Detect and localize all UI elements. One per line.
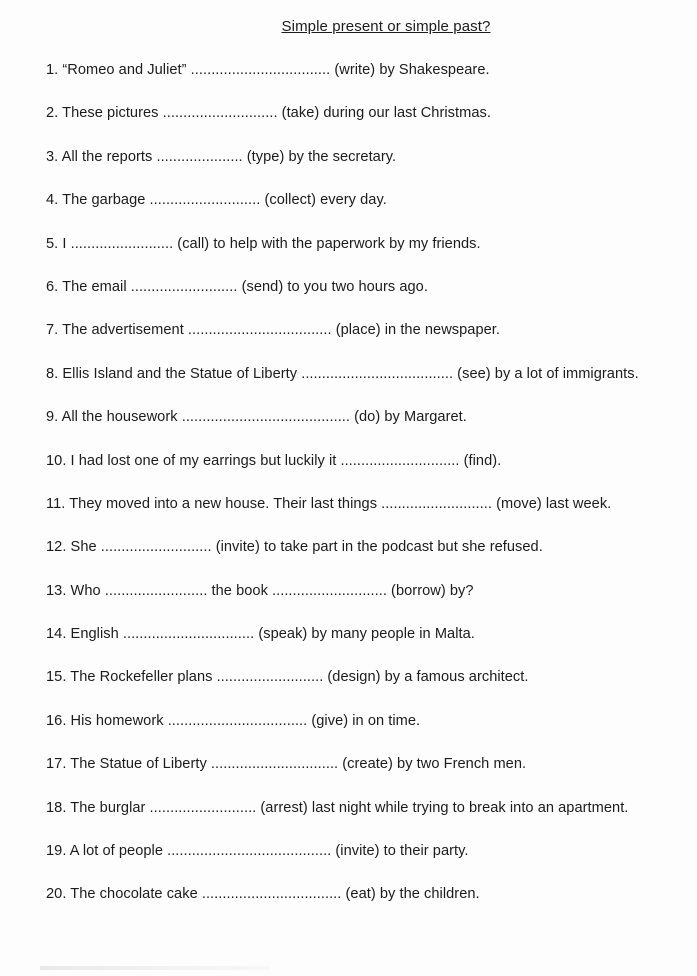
exercise-item-3: 3. All the reports ..................... (type) by the secretary.: [46, 148, 397, 165]
exercise-list: [46, 61, 639, 929]
exercise-item-14: 14. English ................................ (speak) by many people in Malta.: [46, 626, 475, 643]
exercise-item-19: 19. A lot of people ........................................ (invite) to their party.: [46, 843, 469, 860]
exercise-item-2: 2. These pictures ............................ (take) during our last Christmas.: [46, 105, 491, 122]
exercise-item-17: 17. The Statue of Liberty ............................... (create) by two French men.: [46, 756, 527, 773]
exercise-item-20: 20. The chocolate cake .................................. (eat) by the children.: [46, 886, 480, 903]
exercise-item-5: 5. I ......................... (call) to help with the paperwork by my friends.: [46, 235, 481, 252]
exercise-item-1: 1. “Romeo and Juliet” .................................. (write) by Shakespeare.: [46, 62, 490, 78]
exercise-item-8: 8. Ellis Island and the Statue of Liberty ..................................... (see) by a lot of immigrants.: [46, 365, 639, 382]
exercise-item-4: 4. The garbage ........................... (collect) every day.: [46, 192, 387, 209]
exercise-item-9: 9. All the housework ......................................... (do) by Margaret.: [46, 409, 467, 426]
exercise-item-16: 16. His homework .................................. (give) in on time.: [46, 712, 421, 729]
exercise-item-11: 11. They moved into a new house. Their last things ........................... (move) last week.: [46, 495, 612, 512]
exercise-item-15: 15. The Rockefeller plans .......................... (design) by a famous architect.: [46, 669, 529, 686]
exercise-item-6: 6. The email .......................... (send) to you two hours ago.: [46, 278, 428, 295]
worksheet-title: Simple present or simple past?: [281, 18, 491, 35]
exercise-item-18: 18. The burglar .......................... (arrest) last night while trying to break into an apartment.: [46, 799, 629, 816]
exercise-item-12: 12. She ........................... (invite) to take part in the podcast but she refused.: [46, 539, 543, 556]
exercise-item-10: 10. I had lost one of my earrings but luckily it ............................. (find).: [46, 452, 502, 469]
scan-edge-mark: [40, 966, 270, 970]
exercise-item-7: 7. The advertisement ................................... (place) in the newspaper.: [46, 322, 501, 339]
exercise-item-13: 13. Who ......................... the book ............................ (borrow) by?: [46, 582, 474, 599]
